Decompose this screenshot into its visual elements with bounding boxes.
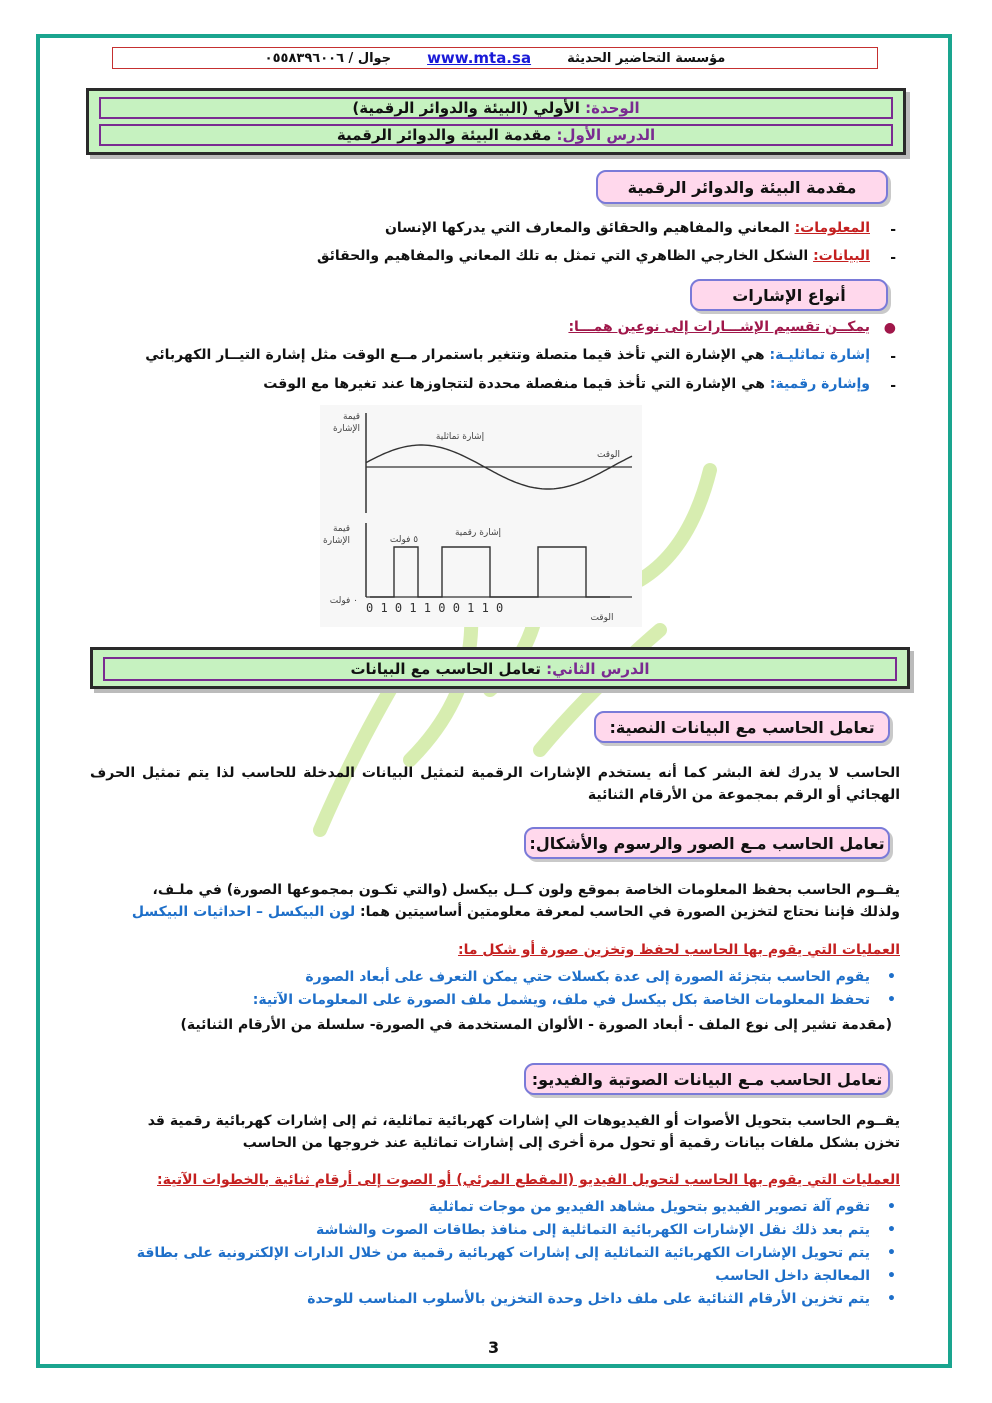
digital-ylabel-1: قيمة [332,524,350,534]
five-volt-label: ٥ فولت [389,535,419,545]
signals-bullet: ● [883,320,896,336]
analog-def: هي الإشارة التي تأخذ قيما متصلة وتتغير باستمرار مــع الوقت مثل إشارة التيــار الكهربائي [145,347,765,363]
bit-sequence: 0 1 0 1 1 0 0 1 1 0 [366,601,504,615]
av-op-item: • يتم تخزين الأرقام الثنائية على ملف داخل وحدة التخزين بالأسلوب المناسب للوحدة [137,1288,900,1311]
analog-dash: - [890,349,896,365]
digital-definition [263,376,870,392]
unit-box [86,88,906,155]
info-dash: - [890,222,896,238]
signals-heading: أنواع الإشارات [690,279,888,311]
intro-heading: مقدمة البيئة والدوائر الرقمية [596,170,888,204]
digital-caption: إشارة رقمية [454,528,502,538]
data-term: البيانات: [813,248,870,264]
digital-def: هي الإشارة التي تأخذ قيما منفصلة محددة لتتجاوزها عند تغيرها مع الوقت [263,376,765,392]
images-ops-heading: العمليات التي يقوم بها الحاسب لحفظ وتخزين صورة أو شكل ما: [458,942,900,958]
digital-term: وإشارة رقمية: [769,376,870,392]
data-dash: - [890,250,896,266]
images-op-item: • تحفظ المعلومات الخاصة بكل بيكسل في ملف، ويشمل ملف الصورة على المعلومات الآتية: [253,989,900,1012]
info-definition [385,220,870,236]
av-ops-heading: العمليات التي يقوم بها الحاسب لتحويل الفيديو (المقطع المرئي) أو الصوت إلى أرقام ثنائية بالخطوات الآتية: [157,1172,900,1188]
lesson2-box [90,647,910,689]
text-data-body: الحاسب لا يدرك لغة البشر كما أنه يستخدم الإشارات الرقمية لتمثيل البيانات المدخلة للحاسب لذا يتم تمثيل الحرف الهجائي أو الرقم بمجموعة من الأرقام الثنائية [90,765,900,803]
digital-ylabel-2: الإشارة [323,536,350,546]
images-body-line2-text: ولذلك فإننا نحتاج لتخزين الصورة في الحاسب لمعرفة معلومتين أساسيتين هما: [360,904,900,920]
signal-figure [320,405,642,627]
av-ops-list [137,1196,900,1311]
unit-label: الوحدة: [585,99,640,117]
lesson2-label: الدرس الثاني: [546,660,650,678]
images-heading: تعامل الحاسب مـع الصور والرسوم والأشكال: [524,827,890,859]
zero-volt-label: ٠ فولت [329,596,358,606]
signals-intro: يمكــن تقسيم الإشـــارات إلى نوعين همـــا: [568,319,870,335]
analog-definition [145,347,870,363]
analog-ylabel-2: الإشارة [333,424,360,434]
data-definition [317,248,870,264]
data-def: الشكل الخارجي الظاهري التي تمثل به تلك المعاني والمفاهيم والحقائق [316,248,809,264]
header-phone: جوال / ٠٥٥٨٣٩٦٠٠٦ [264,50,392,66]
lesson1-title-row [99,124,893,146]
images-body-line2 [90,901,900,923]
lesson1-label: الدرس الأول: [556,126,656,144]
av-body-line1: يقــوم الحاسب بتحويل الأصوات أو الفيديوهات الي إشارات كهربائية تماثلية، ثم إلى إشارات كهربائية رقمية قد [147,1113,900,1129]
images-op-item: • يقوم الحاسب بتجزئة الصورة إلى عدة بكسلات حتي يمكن التعرف على أبعاد الصورة [253,966,900,989]
images-body-line1: يقــوم الحاسب بحفظ المعلومات الخاصة بموقع ولون كــل بيكسل (والتي تكـون بمجموعها الصورة) في ملـف، [152,882,900,898]
digital-time-label: الوقت [590,613,614,623]
unit-title-row [99,97,893,119]
page-header [112,47,878,69]
images-ops-list [253,966,900,1012]
images-body-highlight: لون البيكسل – احداثيات البيكسل [131,904,356,920]
info-def: المعاني والمفاهيم والحقائق والمعارف التي يدركها الإنسان [384,220,790,236]
av-body [90,1110,900,1154]
av-op-item: • تقوم آلة تصوير الفيديو بتحويل مشاهد الفيديو من موجات تماثلية [137,1196,900,1219]
lesson2-title-row [103,657,897,681]
header-website-link[interactable]: www.mta.sa [427,49,532,67]
text-data-heading: تعامل الحاسب مع البيانات النصية: [594,711,890,743]
analog-caption: إشارة تماثلية [435,432,485,442]
av-op-item: • يتم بعد ذلك نقل الإشارات الكهربائية التماثلية إلى منافذ بطاقات الصوت والشاشة [137,1219,900,1242]
unit-title: الأولي (البيئة والدوائر الرقمية) [352,99,580,117]
analog-time-label: الوقت [596,450,620,460]
av-heading: تعامل الحاسب مـع البيانات الصوتية والفيديو: [524,1063,890,1095]
analog-ylabel-1: قيمة [342,412,360,422]
page-number: 3 [488,1338,500,1357]
header-institution: مؤسسة التحاضير الحديثة [567,50,726,66]
images-ops-note: (مقدمة تشير إلى نوع الملف - أبعاد الصورة - الألوان المستخدمة في الصورة- سلسلة من الأرقام الثنائية) [180,1017,892,1033]
lesson2-title: تعامل الحاسب مع البيانات [350,660,541,678]
av-op-item: • المعالجة داخل الحاسب [137,1265,900,1288]
av-body-line2: تخزن بشكل ملفات بيانات رقمية أو تحول مرة أخرى إلى إشارات تماثلية عند خروجها من الحاسب [242,1135,900,1151]
info-term: المعلومات: [794,220,870,236]
lesson1-title: مقدمة البيئة والدوائر الرقمية [336,126,552,144]
av-op-item: • يتم تحويل الإشارات الكهربائية التماثلية إلى إشارات كهربائية رقمية من خلال الدارات الإلكترونية على بطاقة [137,1242,900,1265]
analog-term: إشارة تماثليـة: [769,347,870,363]
images-body [90,879,900,923]
digital-dash: - [890,378,896,394]
